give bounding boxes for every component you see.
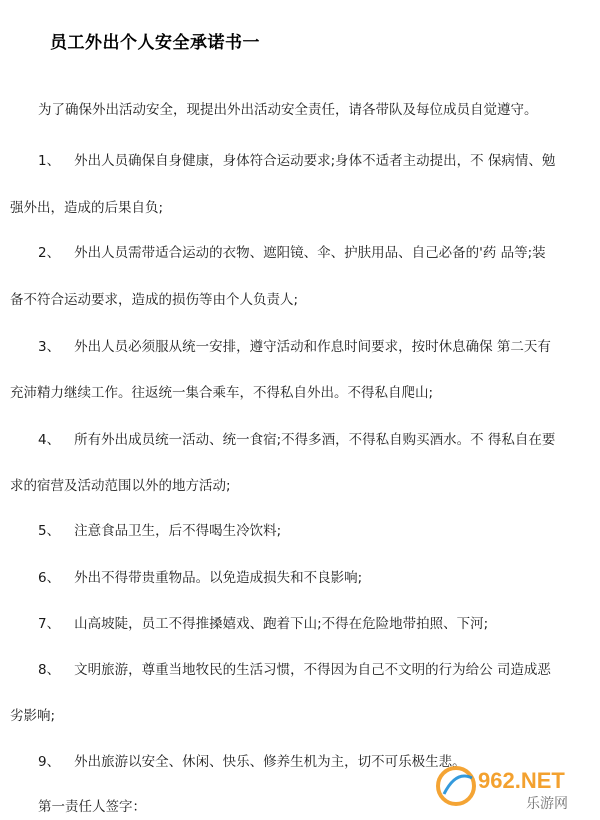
list-item-6 bbox=[38, 568, 362, 588]
item-text: 外出人员确保自身健康，身体符合运动要求;身体不适者主动提出，不 保病情、勉 bbox=[74, 153, 556, 169]
list-item-9 bbox=[38, 752, 466, 772]
watermark-brand: 962.NET bbox=[478, 768, 565, 793]
item-text: 所有外出成员统一活动、统一食宿;不得多酒，不得私自购买酒水。不 得私自在要 bbox=[74, 432, 556, 448]
signature-label: 第一责任人签字： bbox=[38, 799, 146, 815]
item-number: 8、 bbox=[38, 662, 61, 678]
list-item-7 bbox=[38, 614, 488, 634]
intro-paragraph: 为了确保外出活动安全，现提出外出活动安全责任，请各带队及每位成员自觉遵守。 bbox=[38, 102, 538, 118]
item-number: 7、 bbox=[38, 616, 61, 632]
item-number: 1、 bbox=[38, 153, 61, 169]
item-text: 外出人员必须服从统一安排，遵守活动和作息时间要求，按时休息确保 第二天有 bbox=[74, 339, 551, 355]
list-item-8 bbox=[38, 660, 551, 680]
item-text: 文明旅游，尊重当地牧民的生活习惯，不得因为自己不文明的行为给公 司造成恶 bbox=[74, 662, 551, 678]
list-item-5 bbox=[38, 521, 281, 541]
watermark-logo-icon bbox=[434, 756, 594, 816]
list-item-3-continuation: 充沛精力继续工作。往返统一集合乘车，不得私自外出。不得私自爬山; bbox=[10, 385, 434, 401]
list-item-1-continuation: 强外出，造成的后果自负; bbox=[10, 200, 164, 216]
list-item-1 bbox=[38, 151, 555, 171]
item-text: 外出旅游以安全、休闲、快乐、修养生机为主，切不可乐极生悲。 bbox=[74, 754, 466, 770]
item-text: 外出人员需带适合运动的衣物、遮阳镜、伞、护肤用品、自己必备的'药 品等;装 bbox=[74, 245, 546, 261]
list-item-4-continuation: 求的宿营及活动范围以外的地方活动; bbox=[10, 478, 231, 494]
item-number: 2、 bbox=[38, 245, 61, 261]
watermark-sub: 乐游网 bbox=[526, 796, 568, 812]
item-number: 9、 bbox=[38, 754, 61, 770]
site-watermark bbox=[434, 756, 594, 816]
list-item-3 bbox=[38, 337, 551, 357]
list-item-4 bbox=[38, 430, 555, 450]
item-number: 6、 bbox=[38, 570, 61, 586]
list-item-2 bbox=[38, 243, 546, 263]
item-text: 外出不得带贵重物品。以免造成损失和不良影响; bbox=[74, 570, 363, 586]
item-number: 3、 bbox=[38, 339, 61, 355]
item-number: 4、 bbox=[38, 432, 61, 448]
document-title: 员工外出个人安全承诺书一 bbox=[50, 33, 260, 53]
list-item-8-continuation: 劣影响; bbox=[10, 708, 56, 724]
list-item-2-continuation: 备不符合运动要求，造成的损伤等由个人负责人; bbox=[10, 292, 299, 308]
item-text: 注意食品卫生，后不得喝生冷饮料; bbox=[74, 523, 282, 539]
item-number: 5、 bbox=[38, 523, 61, 539]
item-text: 山高坡陡，员工不得推搡嬉戏、跑着下山;不得在危险地带拍照、下河; bbox=[74, 616, 489, 632]
